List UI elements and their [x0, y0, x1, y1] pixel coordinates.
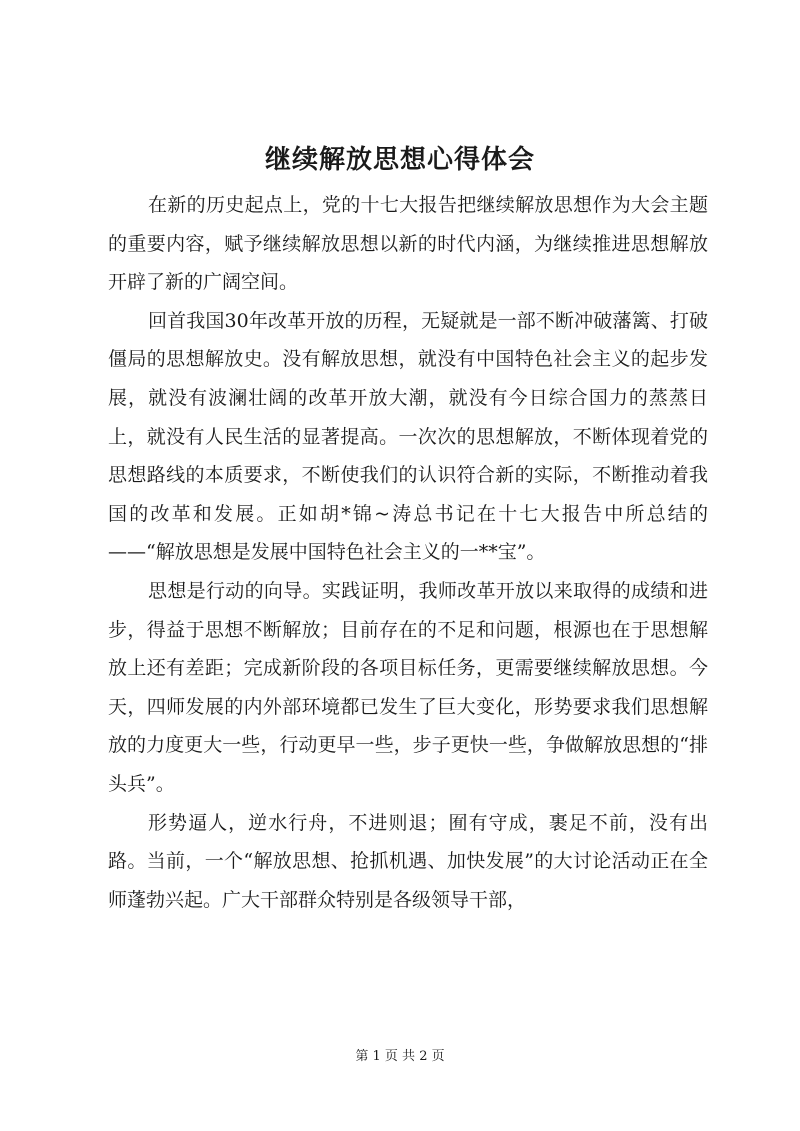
paragraph-1: 在新的历史起点上，党的十七大报告把继续解放思想作为大会主题的重要内容，赋予继续解放思想以新的时代内涵，为继续推进思想解放开辟了新的广阔空间。 — [108, 194, 708, 294]
paragraph-2: 回首我国30年改革开放的历程，无疑就是一部不断冲破藩篱、打破僵局的思想解放史。没有解放思想，就没有中国特色社会主义的起步发展，就没有波澜壮阔的改革开放大潮，就没有今日综合国力的蒸蒸日上，就没有人民生活的显著提高。一次次的思想解放，不断体现着党的思想路线的本质要求，不断使我们的认识符合新的实际，不断推动着我国的改革和发展。正如胡*锦~涛总书记在十七大报告中所总结的——“解放思想是发展中国特色社会主义的一**宝”。 — [108, 309, 708, 564]
document-body — [108, 186, 708, 919]
document-title: 继续解放思想心得体会 — [264, 145, 535, 175]
paragraph-4: 形势逼人，逆水行舟，不进则退；囿有守成，裹足不前，没有出路。当前，一个“解放思想、抢抓机遇、加快发展”的大讨论活动正在全师蓬勃兴起。广大干部群众特别是各级领导干部， — [108, 811, 708, 911]
page-number-footer: 第 1 页 共 2 页 — [355, 1049, 445, 1064]
paragraph-3: 思想是行动的向导。实践证明，我师改革开放以来取得的成绩和进步，得益于思想不断解放；目前存在的不足和问题，根源也在于思想解放上还有差距；完成新阶段的各项目标任务，更需要继续解放思想。今天，四师发展的内外部环境都已发生了巨大变化，形势要求我们思想解放的力度更大一些，行动更早一些，步子更快一些，争做解放思想的“排头兵”。 — [108, 579, 708, 795]
